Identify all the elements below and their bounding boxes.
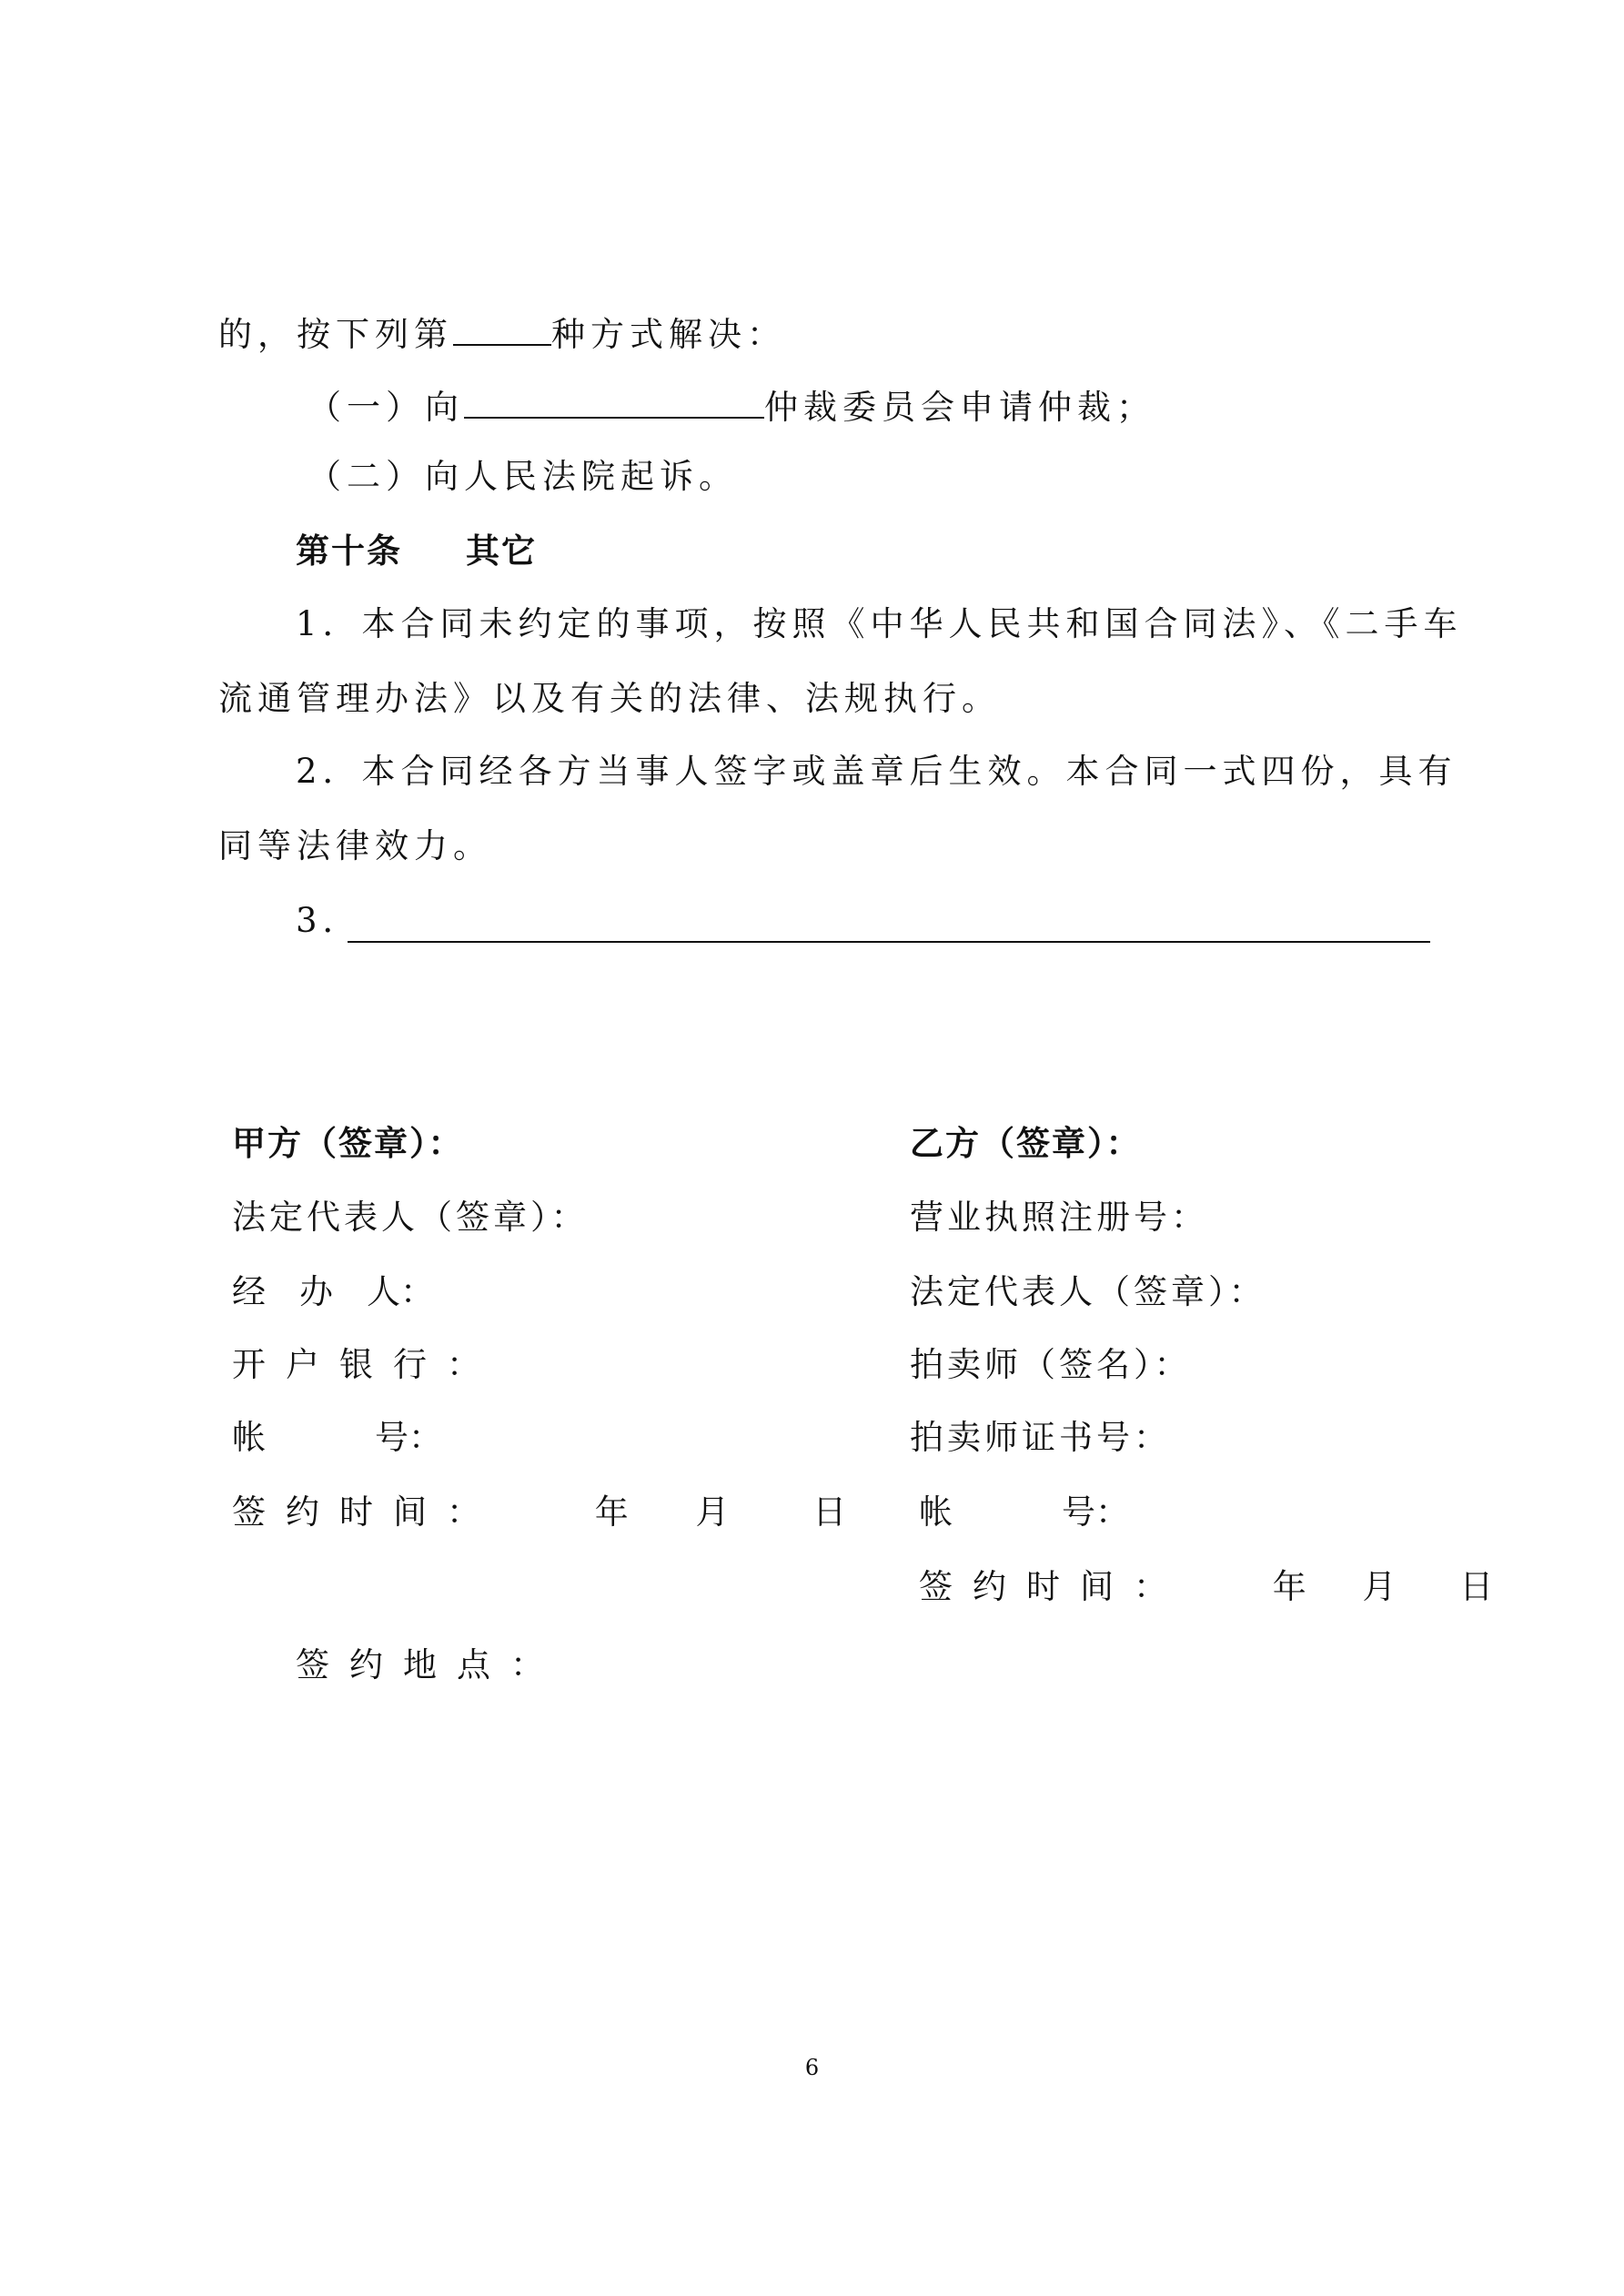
arbitration-option (308, 384, 1155, 428)
page-number: 6 (804, 2055, 820, 2080)
court-option: （二）向人民法院起诉。 (308, 457, 738, 496)
method-number-blank[interactable] (453, 311, 551, 346)
month-label: 月 (1362, 1567, 1397, 1606)
party-b-title: 乙方（签章）： (910, 1124, 1142, 1163)
party-b-sign-date (919, 1567, 1493, 1607)
party-a-title: 甲方（签章）： (232, 1124, 464, 1163)
sign-date-label: 签约时间： (232, 1492, 500, 1532)
dispute-method-line (218, 311, 786, 355)
party-a-bank: 开户银行： (232, 1345, 500, 1384)
account-char: 帐 (919, 1492, 953, 1532)
text-segment: 仲裁委员会申请仲裁； (764, 388, 1155, 427)
item-3-number: 3． (296, 901, 362, 940)
day-label: 日 (812, 1492, 847, 1532)
party-a-handler: 经 办 人： (232, 1272, 434, 1311)
item-2-line-2: 同等法律效力。 (218, 826, 492, 865)
article-number: 第十条 (296, 531, 402, 571)
party-b-auctioneer-cert: 拍卖师证书号： (910, 1418, 1171, 1457)
sign-place: 签约地点： (296, 1645, 564, 1684)
text-segment: 的，按下列第 (218, 315, 453, 354)
party-a-sign-date (232, 1492, 846, 1532)
party-b-license: 营业执照注册号： (910, 1198, 1208, 1237)
text-segment: （一）向 (308, 388, 464, 427)
account-char: 帐 (232, 1418, 266, 1457)
month-label: 月 (695, 1492, 730, 1532)
item-2-line-1: 2．本合同经各方当事人签字或盖章后生效。本合同一式四份，具有 (296, 752, 1458, 791)
account-suffix: 号： (375, 1418, 442, 1457)
item-3-blank[interactable] (348, 908, 1430, 943)
item-1-line-2: 流通管理办法》以及有关的法律、法规执行。 (218, 679, 1001, 718)
party-a-legal-rep: 法定代表人（签章）： (232, 1198, 589, 1237)
account-suffix: 号： (1062, 1492, 1129, 1532)
article-name: 其它 (466, 531, 537, 571)
item-1-line-1: 1．本合同未约定的事项，按照《中华人民共和国合同法》、《二手车 (296, 604, 1463, 643)
year-label: 年 (594, 1492, 629, 1532)
party-b-account (919, 1492, 1129, 1532)
year-label: 年 (1272, 1567, 1306, 1606)
article-heading (296, 531, 537, 571)
text-segment: 种方式解决： (551, 315, 786, 354)
party-b-legal-rep: 法定代表人（签章）： (910, 1272, 1266, 1311)
day-label: 日 (1459, 1567, 1494, 1606)
party-a-account (232, 1418, 442, 1458)
arbitration-committee-blank[interactable] (464, 384, 764, 419)
party-b-auctioneer: 拍卖师（签名）： (910, 1345, 1192, 1384)
sign-date-label: 签约时间： (919, 1567, 1187, 1606)
